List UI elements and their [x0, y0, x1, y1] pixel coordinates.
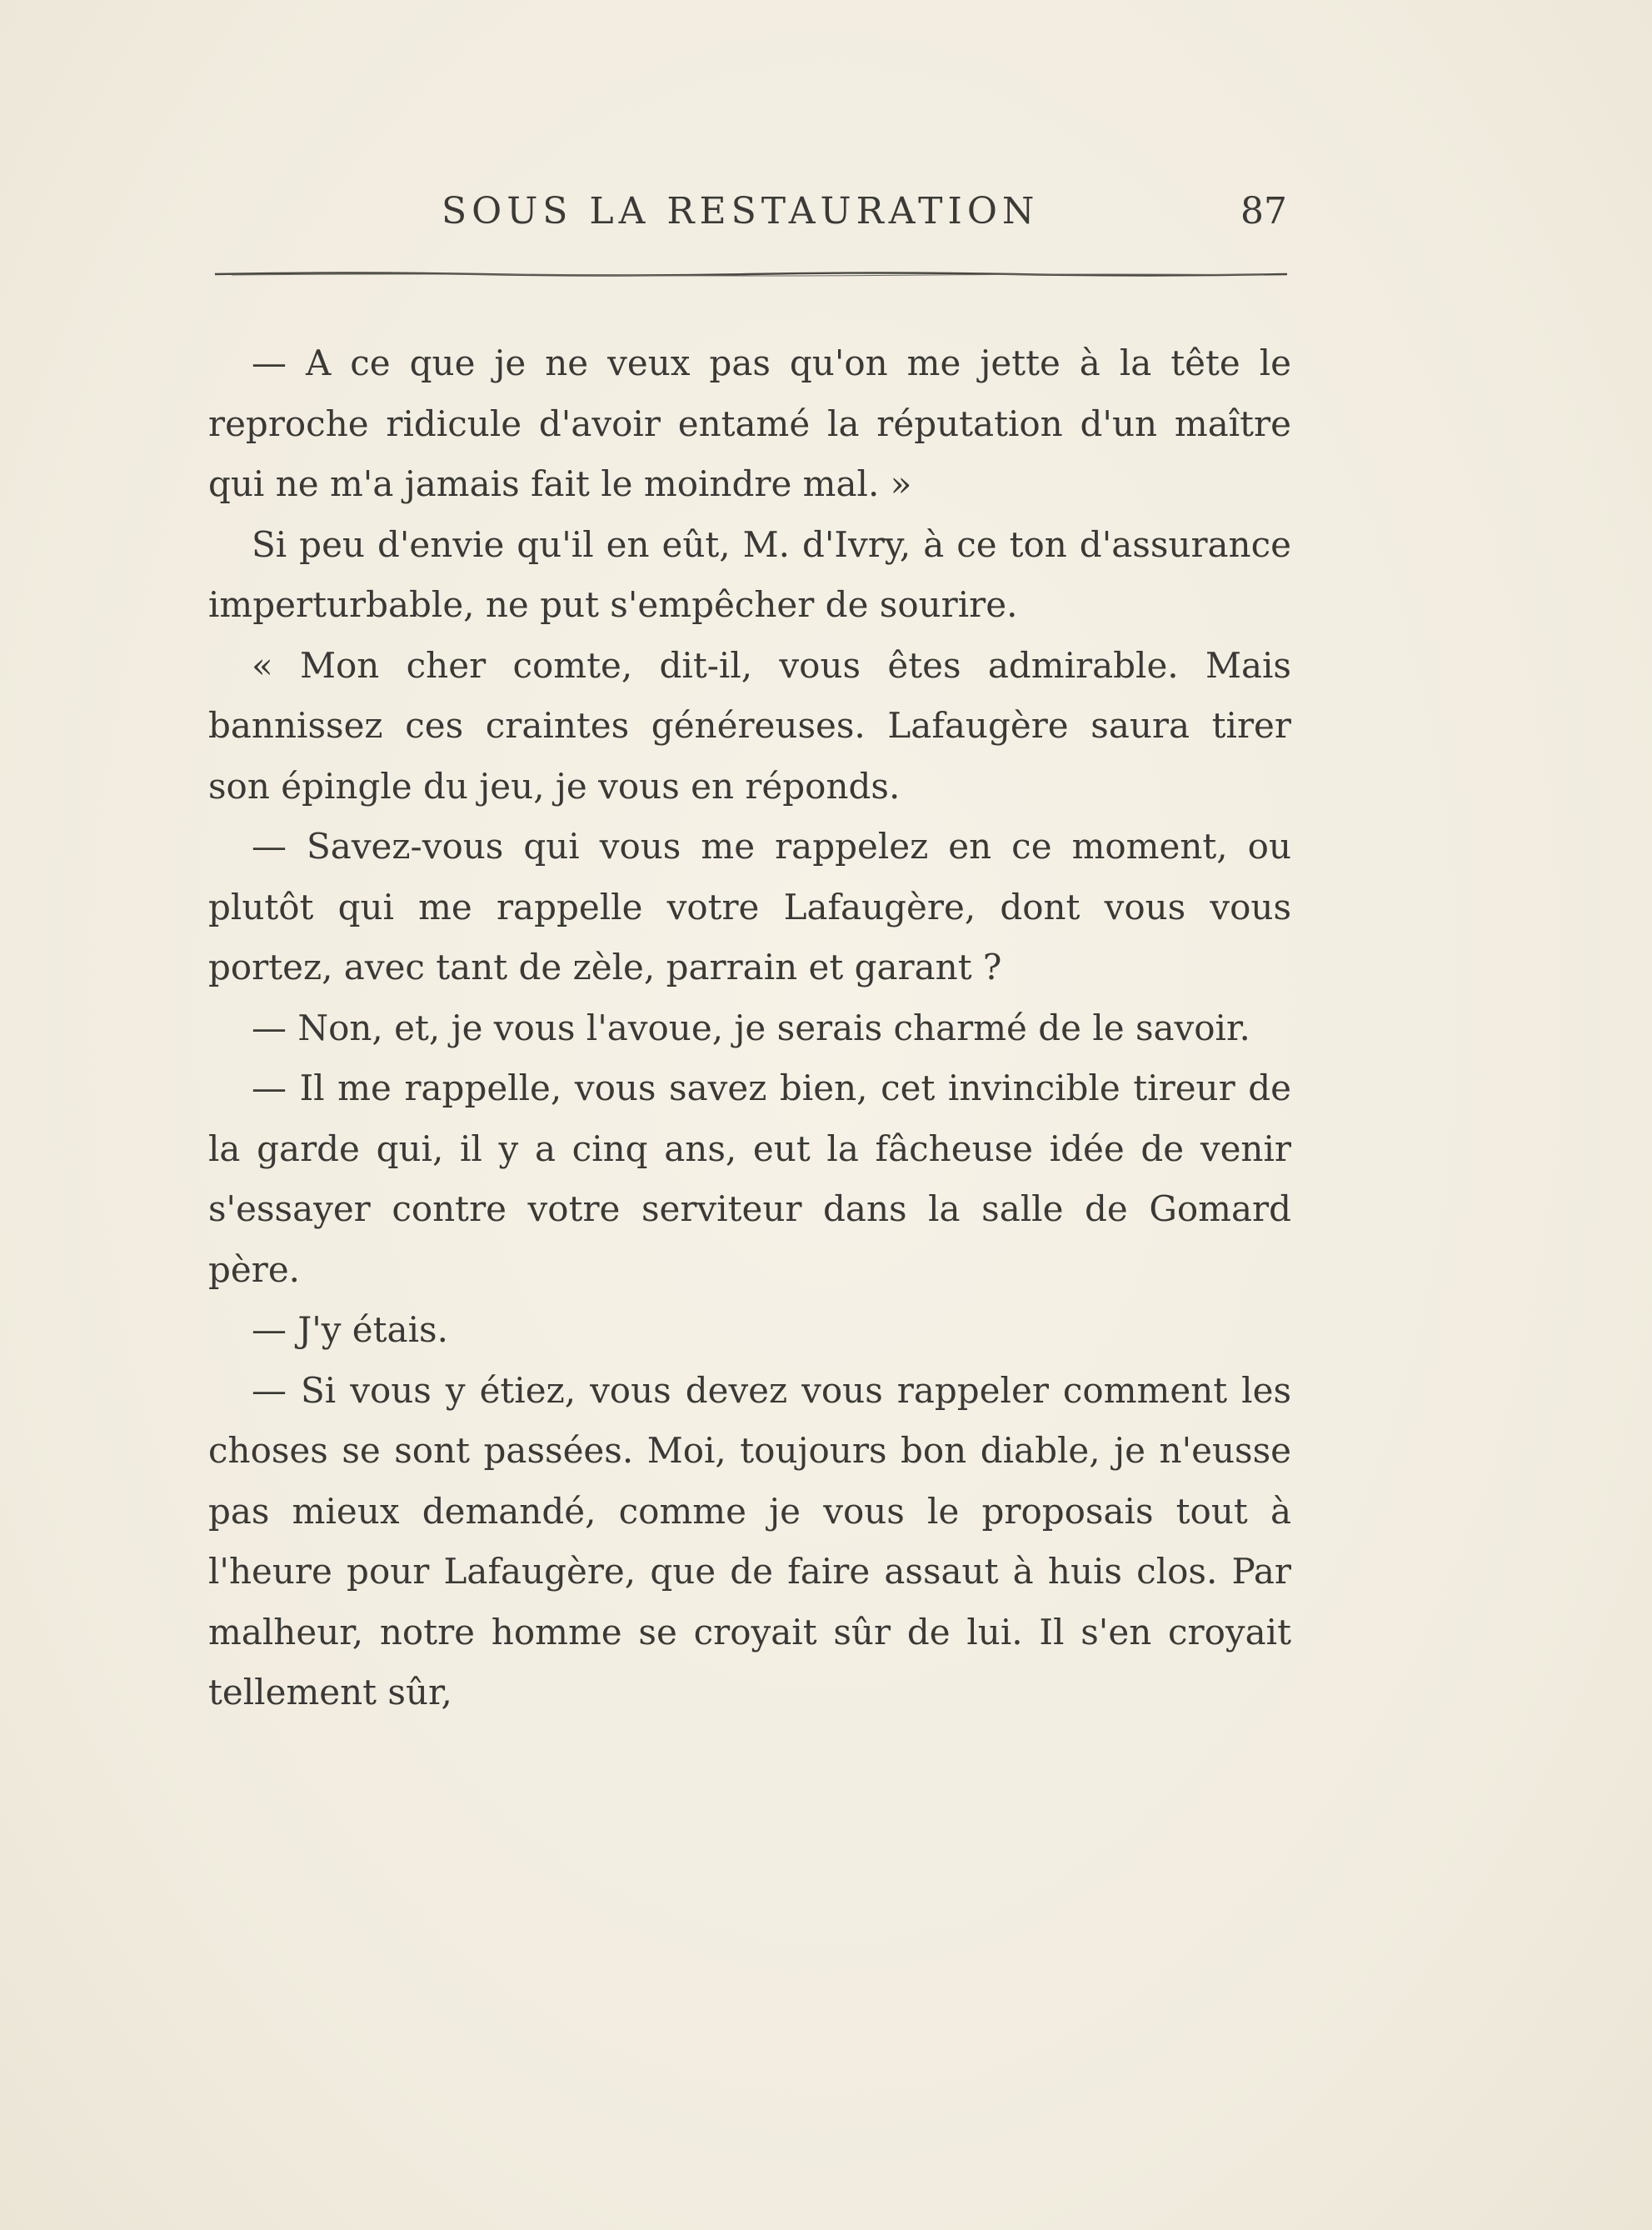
paragraph: — Non, et, je vous l'avoue, je serais charmé de le savoir. — [252, 1007, 1250, 1048]
paragraph: « Mon cher comte, dit-il, vous êtes admirable. Mais bannissez ces craintes généreuses. Lafaugère saura tirer son épingle du jeu, je vous en réponds. — [208, 644, 1291, 807]
paragraph: Si peu d'envie qu'il en eût, M. d'Ivry, à ce ton d'assurance imperturbable, ne put s'empêcher de sourire. — [208, 523, 1291, 625]
body-text — [208, 333, 1291, 1723]
paragraph: — J'y étais. — [252, 1309, 448, 1350]
header-rule — [215, 272, 1287, 277]
page-header — [208, 185, 1287, 243]
page-number: 87 — [1240, 190, 1287, 232]
paragraph: — Il me rappelle, vous savez bien, cet invincible tireur de la garde qui, il y a cinq ans, eut la fâcheuse idée de venir s'essayer contre votre serviteur dans la salle de Gomard père. — [208, 1068, 1291, 1290]
paragraph: — Savez-vous qui vous me rappelez en ce moment, ou plutôt qui me rappelle votre Lafaugère, dont vous vous portez, avec tant de zèle, parrain et garant ? — [208, 826, 1291, 988]
running-title: SOUS LA RESTAURATION — [442, 190, 1040, 232]
paragraph: — A ce que je ne veux pas qu'on me jette à la tête le reproche ridicule d'avoir entamé la réputation d'un maître qui ne m'a jamais fait le moindre mal. » — [208, 342, 1291, 504]
paragraph: — Si vous y étiez, vous devez vous rappeler comment les choses se sont passées. Moi, toujours bon diable, je n'eusse pas mieux demandé, comme je vous le proposais tout à l'heure pour Lafaugère, que de faire assaut à huis clos. Par malheur, notre homme se croyait sûr de lui. Il s'en croyait tellement sûr, — [208, 1369, 1291, 1712]
